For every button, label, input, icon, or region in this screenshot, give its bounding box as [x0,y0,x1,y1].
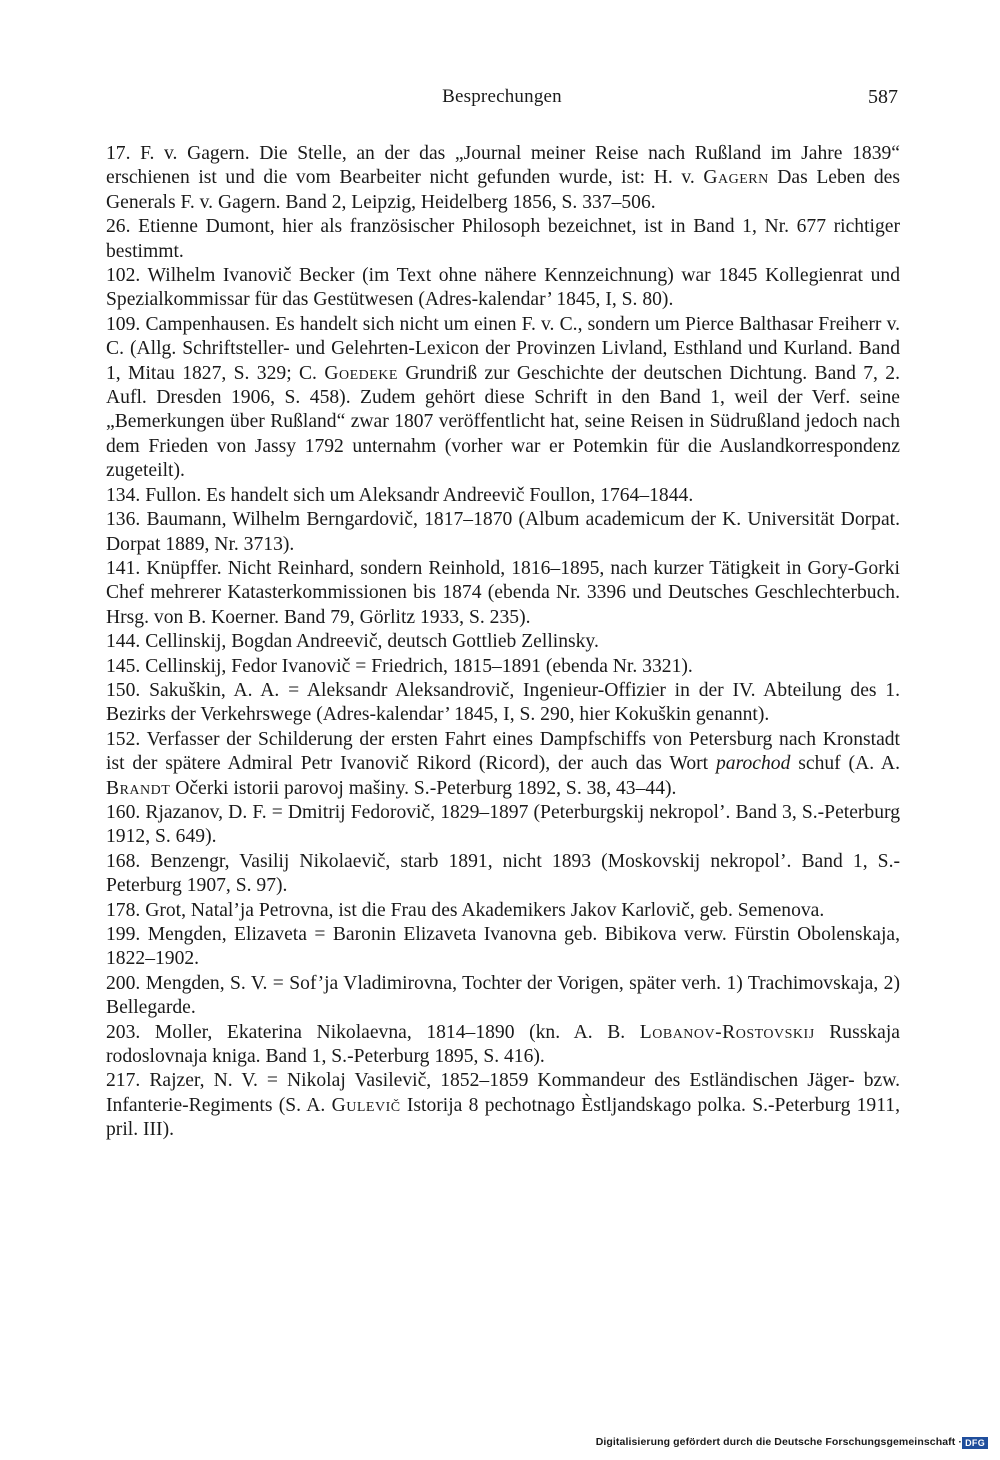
author-smallcaps: Gagern [703,167,769,189]
entry-134: 134. Fullon. Es handelt sich um Aleksandr Andreevič Foullon, 1764–1844. [106,484,694,506]
entry-160: 160. Rjazanov, D. F. = Dmitrij Fedorovič, 1829–1897 (Peterburgskij nekropol’. Band 3, S.-Peterburg 1912, S. 649). [106,801,900,848]
page-number: 587 [868,86,898,108]
entry-168: 168. Benzengr, Vasilij Nikolaevič, starb 1891, nicht 1893 (Moskovskij nekropol’. Band 1, S.-Peterburg 1907, S. 97). [106,850,900,897]
entry-203: 203. Moller, Ekaterina Nikolaevna, 1814–1890 (kn. A. B. Lobanov-Rostovskij Russkaja rodoslovnaja kniga. Band 1, S.-Peterburg 1895, S. 416). [106,1021,900,1068]
entry-150: 150. Sakuškin, A. A. = Aleksandr Aleksandrovič, Ingenieur-Offizier in der IV. Abteilung des 1. Bezirks der Verkehrswege (Adres-kalendar’ 1845, I, S. 290, hier Kokuškin genannt). [106,679,900,726]
entry-200: 200. Mengden, S. V. = Sof’ja Vladimirovna, Tochter der Vorigen, später verh. 1) Trachimovskaja, 2) Bellegarde. [106,972,900,1019]
entry-178: 178. Grot, Natal’ja Petrovna, ist die Frau des Akademikers Jakov Karlovič, geb. Semenova. [106,899,825,921]
entry-217: 217. Rajzer, N. V. = Nikolaj Vasilevič, 1852–1859 Kommandeur des Estländischen Jäger- bzw. Infanterie-Regiments (S. A. Gulevič Istorija 8 pechotnago Èstljandskago polka. S.-Peterburg 1911, pril. III). [106,1070,900,1141]
entry-144: 144. Cellinskij, Bogdan Andreevič, deutsch Gottlieb Zellinsky. [106,631,599,653]
page-header [106,86,898,116]
entry-26: 26. Etienne Dumont, hier als französischer Philosoph bezeichnet, ist in Band 1, Nr. 677 richtiger bestimmt. [106,216,900,262]
entry-109: 109. Campenhausen. Es handelt sich nicht um einen F. v. C., sondern um Pierce Balthasar Freiherr v. C. (Allg. Schriftsteller- und Gelehrten-Lexicon der Provinzen Livland, Esthland und Kurland. Band 1, Mitau 1827, S. 329; C. Goedeke Grundriß zur Geschichte der deutschen Dichtung. Band 7, 2. Aufl. Dresden 1906, S. 458). Zudem gehört diese Schrift in den Band 1, weil der Verf. seine „Bemerkungen über Rußland“ zwar 1807 veröffentlicht hat, seine Reisen in Südrußland jedoch nach dem Frieden von Jassy 1792 unternahm (vorher war er Potemkin für die Auslandkorrespondenz zugeteilt). [106,313,900,482]
entry-17: 17. F. v. Gagern. Die Stelle, an der das „Journal meiner Reise nach Rußland im Jahre 1839“ erschienen ist und die vom Bearbeiter nicht gefunden wurde, ist: H. v. Gagern Das Leben des Generals F. v. Gagern. Band 2, Leipzig, Heidelberg 1856, S. 337–506. [106,143,900,213]
entry-136: 136. Baumann, Wilhelm Berngardovič, 1817–1870 (Album academicum der K. Universität Dorpat. Dorpat 1889, Nr. 3713). [106,509,900,555]
entry-145: 145. Cellinskij, Fedor Ivanovič = Friedrich, 1815–1891 (ebenda Nr. 3321). [106,655,693,677]
running-title: Besprechungen [442,86,562,107]
entry-141: 141. Knüpffer. Nicht Reinhard, sondern Reinhold, 1816–1895, nach kurzer Tätigkeit in Gory-Gorki Chef mehrerer Katasterkommissionen bis 1874 (ebenda Nr. 3396 und Deutsches Geschlechterbuch. Hrsg. von B. Koerner. Band 79, Görlitz 1933, S. 235). [106,557,900,628]
author-smallcaps: Lobanov-Rostovskij [639,1021,815,1043]
entry-199: 199. Mengden, Elizaveta = Baronin Elizaveta Ivanovna geb. Bibikova verw. Fürstin Obolenskaja, 1822–1902. [106,924,900,970]
author-smallcaps: Goedeke [324,362,398,384]
italic-term: parochod [715,753,791,775]
digitization-credit: Digitalisierung gefördert durch die Deutsche Forschungsgemeinschaft · [595,1436,962,1448]
entries-list [106,142,900,1143]
entry-102: 102. Wilhelm Ivanovič Becker (im Text ohne nähere Kennzeichnung) war 1845 Kollegienrat und Spezialkommissar für das Gestütwesen (Adres-kalendar’ 1845, I, S. 80). [106,265,900,311]
entry-152: 152. Verfasser der Schilderung der ersten Fahrt eines Dampfschiffs von Petersburg nach Kronstadt ist der spätere Admiral Petr Ivanovič Rikord (Ricord), der auch das Wort parochod schuf (A. A. Brandt Očerki istorii parovoj mašiny. S.-Peterburg 1892, S. 38, 43–44). [106,728,900,799]
dfg-logo: DFG [962,1437,988,1449]
author-smallcaps: Brandt [106,777,171,799]
author-smallcaps: Gulevič [331,1094,401,1116]
